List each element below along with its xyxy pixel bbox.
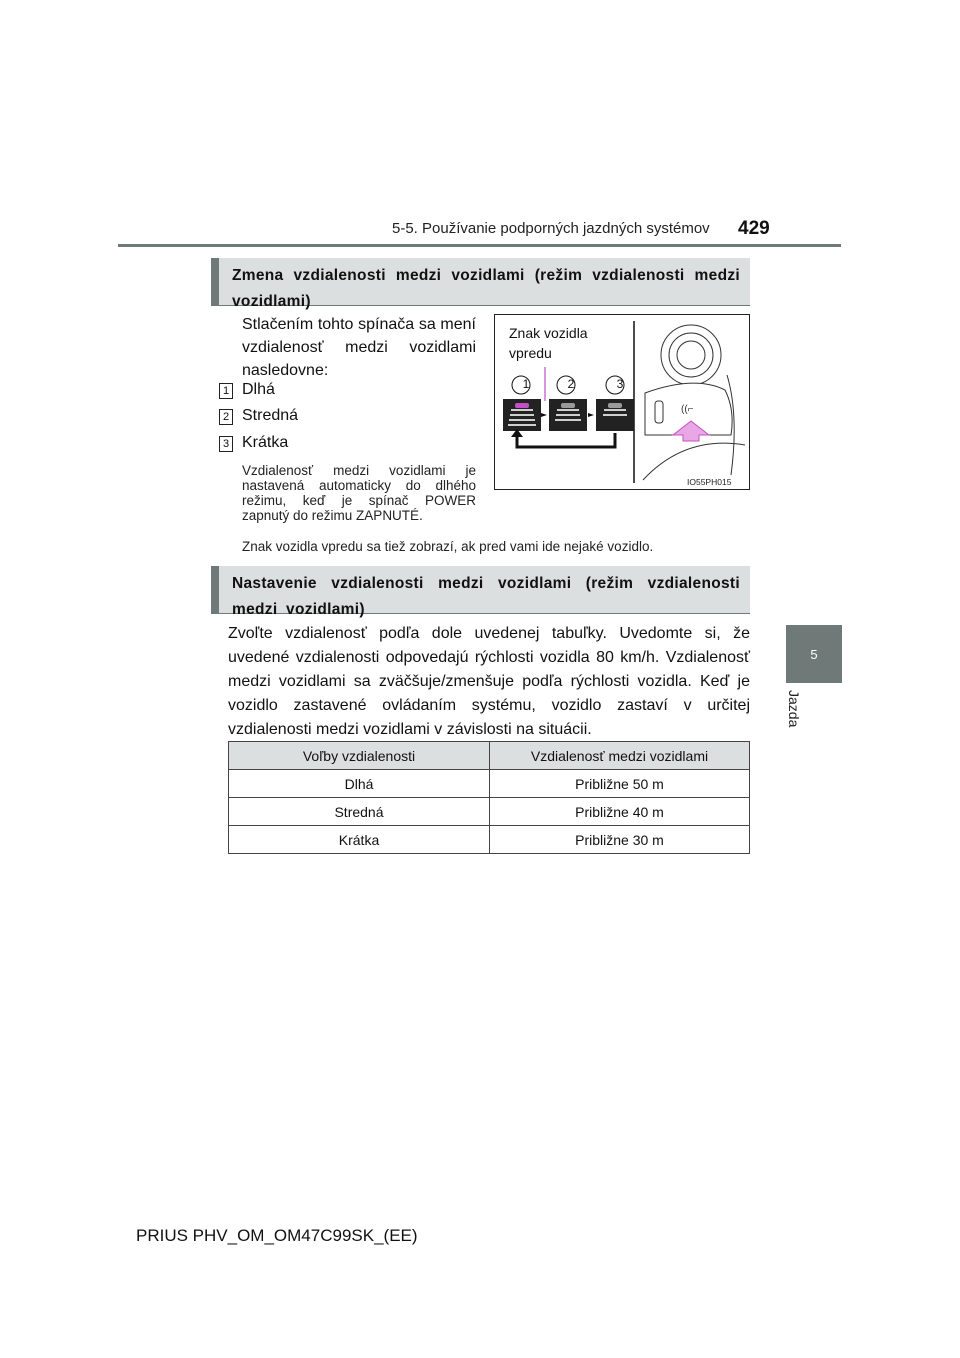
svg-text:((⌐: ((⌐ [681,404,694,415]
section-heading-1: Zmena vzdialenosti medzi vozidlami (režim vzdialenosti medzi vozidlami) [211,258,750,306]
table-cell: Približne 30 m [490,826,750,854]
callout-label: Znak vozidla vpredu [509,325,588,361]
page-number: 429 [738,218,770,239]
section1-intro: Stlačením tohto spínača sa mení vzdialenosť medzi vozidlami nasledovne: [242,316,476,379]
table-header: Voľby vzdialenosti [229,742,490,770]
chapter-number: 5 [810,646,818,662]
section-heading-2: Nastavenie vzdialenosti medzi vozidlami (režim vzdialenosti medzi vozidlami) [211,566,750,614]
table-row [229,798,750,826]
table-cell: Krátka [229,826,490,854]
chapter-label: Jazda [786,690,802,728]
table-row [229,826,750,854]
fig-num-1: 1 [522,377,530,391]
switch-illustration [494,314,750,490]
table-cell: Približne 50 m [490,770,750,798]
figure-code: IO55PH015 [687,477,732,487]
fig-num-3: 3 [616,377,624,391]
fig-num-2: 2 [567,377,575,391]
list-item-label: Dlhá [242,381,275,398]
section2-body: Zvoľte vzdialenosť podľa dole uvedenej tabuľky. Uvedomte si, že uvedené vzdialenosti odpovedajú rýchlosti vozidla 80 km/h. Vzdialenosť medzi vozidlami sa zväčšuje/zmenšuje podľa rýchlosti vozidla. Keď je vozidlo zastavené ovládaním systému, vozidlo zastaví v určitej vzdialenosti medzi vozidlami v závislosti na situácii. [228,625,750,738]
list-item-label: Krátka [242,434,289,451]
table-row [229,770,750,798]
number-badge: 2 [219,409,233,425]
running-header: 5-5. Používanie podporných jazdných systémov [392,220,710,237]
document-id: PRIUS PHV_OM_OM47C99SK_(EE) [136,1226,418,1245]
number-badge: 3 [219,436,233,452]
table-header-row [229,742,750,770]
chapter-tab [786,625,842,683]
table-header: Vzdialenosť medzi vozidlami [490,742,750,770]
table-cell: Stredná [229,798,490,826]
distance-table [228,741,750,854]
header-rule [118,244,841,247]
list-item-label: Stredná [242,407,299,424]
note-text-2: Znak vozidla vpredu sa tiež zobrazí, ak pred vami ide nejaké vozidlo. [242,539,654,554]
table-cell: Približne 40 m [490,798,750,826]
number-badge: 1 [219,383,233,399]
note-text: Vzdialenosť medzi vozidlami je nastavená automaticky do dlhého režimu, keď je spínač POWER zapnutý do režimu ZAPNUTÉ. [242,463,476,523]
table-cell: Dlhá [229,770,490,798]
